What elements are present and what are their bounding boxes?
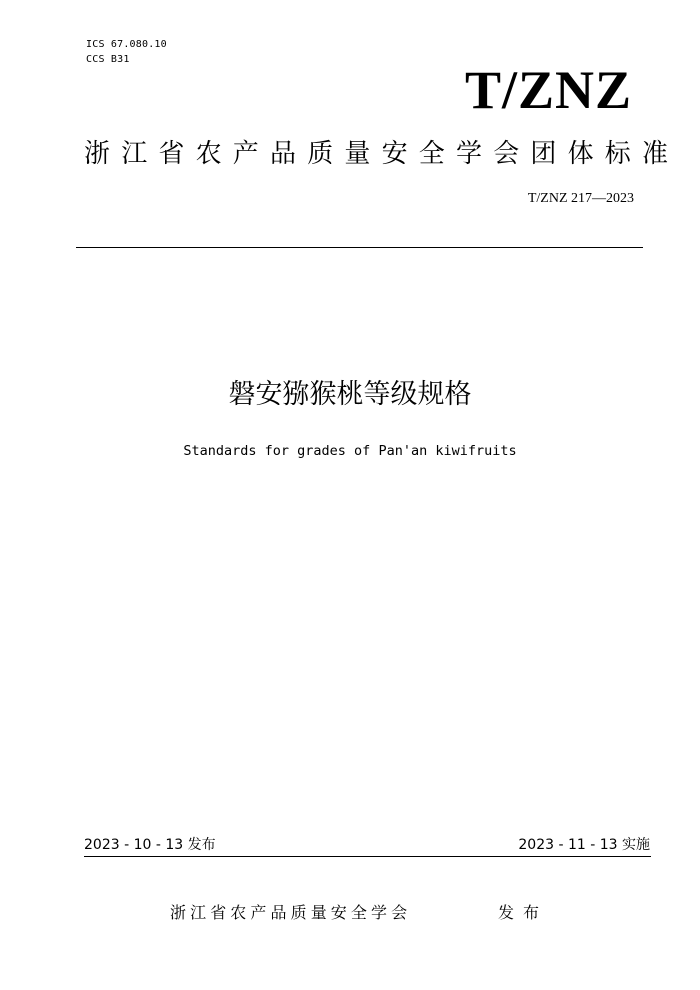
implementation-date: 2023 - 11 - 13 实施 xyxy=(518,837,650,853)
document-title-english: Standards for grades of Pan'an kiwifruits xyxy=(183,443,517,459)
classification-codes xyxy=(86,37,167,67)
issue-date: 2023 - 10 - 13 发布 xyxy=(84,837,216,853)
publisher-name: 浙江省农产品质量安全学会 xyxy=(170,903,412,922)
top-divider xyxy=(76,247,643,248)
document-title-chinese: 磐安猕猴桃等级规格 xyxy=(228,379,472,410)
standard-number: T/ZNZ 217—2023 xyxy=(527,191,634,206)
ics-code: ICS 67.080.10 xyxy=(86,39,167,50)
standard-brand-mark: T/ZNZ xyxy=(464,60,632,120)
bottom-divider xyxy=(84,856,651,857)
publish-label: 发布 xyxy=(498,903,549,922)
organization-standard-title: 浙江省农产品质量安全学会团体标准 xyxy=(84,139,680,169)
ccs-code: CCS B31 xyxy=(86,54,130,65)
